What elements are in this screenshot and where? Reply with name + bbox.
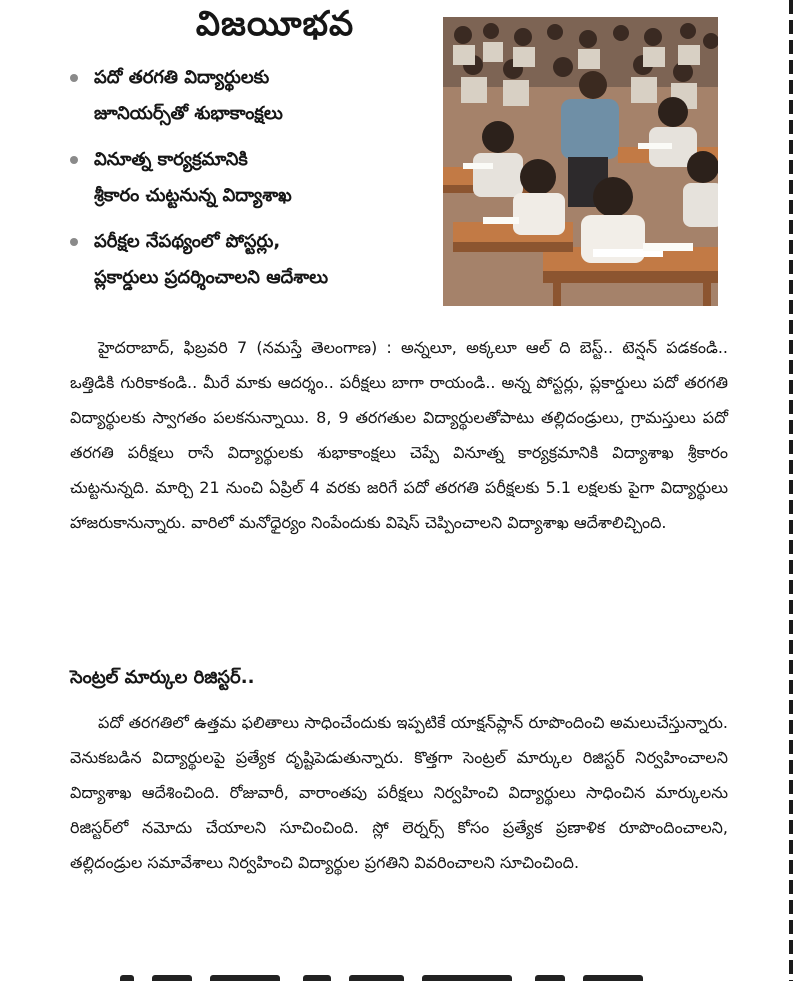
exam-hall-photo	[443, 17, 718, 306]
bullet-line: పరీక్షల నేపథ్యంలో పోస్టర్లు,	[94, 231, 281, 252]
article-body-2	[70, 705, 728, 880]
subheading: సెంట్రల్ మార్కుల రిజిస్టర్..	[70, 667, 255, 688]
bullet-line: వినూత్న కార్యక్రమానికి	[94, 149, 248, 170]
column-divider	[789, 0, 793, 981]
article-paragraph: హైదరాబాద్, ఫిబ్రవరి 7 (నమస్తే తెలంగాణ) : అన్నలూ, అక్కలూ ఆల్ ది బెస్ట్.. టెన్షన్ పడకండి.. ఒత్తిడికి గురికాకండి.. మీరే మాకు ఆదర్శం.. పరీక్షలు బాగా రాయండి.. అన్న పోస్టర్లు, ప్లకార్డులు పదో తరగతి విద్యార్థులకు స్వాగతం పలకనున్నాయి. 8, 9 తరగతుల విద్యార్థులతోపాటు తల్లిదండ్రులు, గ్రామస్తులు పదో తరగతి పరీక్షలు రాసే విద్యార్థులకు శుభాకాంక్షలు చెప్పే వినూత్న కార్యక్రమానికి విద్యాశాఖ శ్రీకారం చుట్టనున్నది. మార్చి 21 నుంచి ఏప్రిల్ 4 వరకు జరిగే పదో తరగతి పరీక్షలకు 5.1 లక్షలకు పైగా విద్యార్థులు హాజరుకానున్నారు. వారిలో మనోధైర్యం నింపేందుకు విషెస్ చెప్పించాలని విద్యాశాఖ ఆదేశాలిచ్చింది.	[70, 338, 728, 532]
bullet-line: పదో తరగతి విద్యార్థులకు	[94, 67, 270, 88]
bullet-list	[70, 60, 440, 306]
bullet-dot-icon	[70, 74, 78, 82]
bullet-line: జూనియర్స్‌తో శుభాకాంక్షలు	[94, 103, 283, 124]
article-body	[70, 330, 728, 540]
headline: విజయీభవ	[195, 4, 355, 44]
bullet-item	[70, 142, 440, 214]
article-paragraph-2: పదో తరగతిలో ఉత్తమ ఫలితాలు సాధించేందుకు ఇప్పటికే యాక్షన్‌ప్లాన్ రూపొందించి అమలుచేస్తున్నారు. వెనుకబడిన విద్యార్థులపై ప్రత్యేక దృష్టిపెడుతున్నారు. కొత్తగా సెంట్రల్ మార్కుల రిజిస్టర్ నిర్వహించాలని విద్యాశాఖ ఆదేశించింది. రోజువారీ, వారాంతపు పరీక్షలు నిర్వహించి విద్యార్థులు సాధించిన మార్కులను రిజిస్టర్‌లో నమోదు చేయాలని సూచించింది. స్లో లెర్నర్స్ కోసం ప్రత్యేక ప్రణాళిక రూపొందించాలని, తల్లిదండ్రుల సమావేశాలు నిర్వహించి విద్యార్థుల ప్రగతిని వివరించాలని సూచించింది.	[70, 713, 728, 872]
bullet-dot-icon	[70, 238, 78, 246]
bullet-item	[70, 224, 440, 296]
bullet-dot-icon	[70, 156, 78, 164]
cut-off-text-line	[120, 964, 700, 981]
bullet-item	[70, 60, 440, 132]
bullet-line: శ్రీకారం చుట్టనున్న విద్యాశాఖ	[94, 185, 292, 206]
bullet-line: ప్లకార్డులు ప్రదర్శించాలని ఆదేశాలు	[94, 267, 329, 288]
